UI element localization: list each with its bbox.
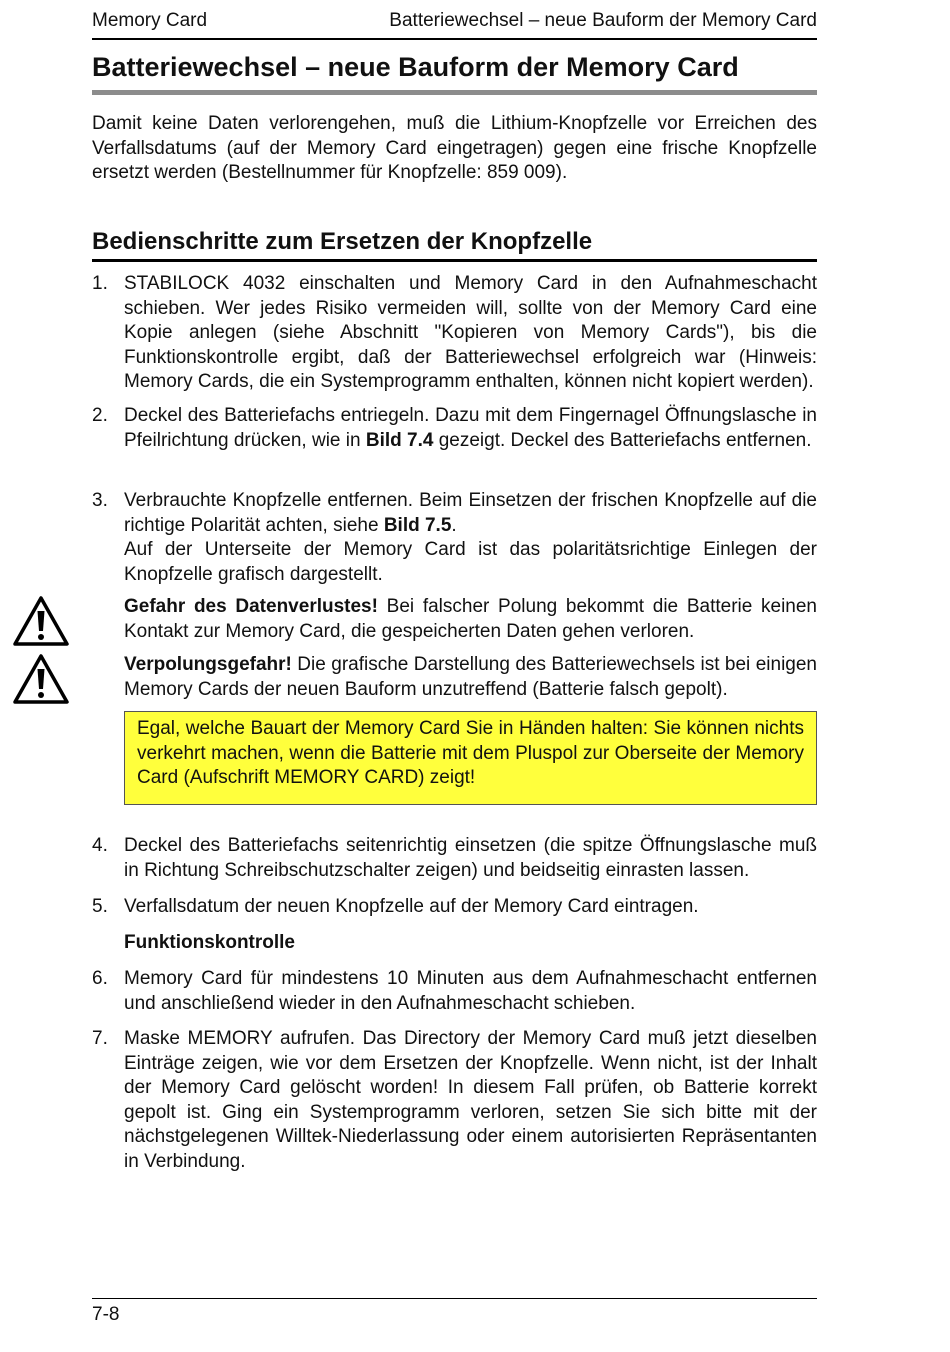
step-note: Auf der Unterseite der Memory Card ist das polaritätsrichtige Einlegen der Knopfzelle grafisch dargestellt. [124, 539, 817, 585]
list-item [92, 272, 817, 395]
subheading: Funktionskontrolle [124, 932, 295, 953]
intro-paragraph: Damit keine Daten verlorengehen, muß die Lithium-Knopfzelle vor Erreichen des Verfallsdatums (auf der Memory Card eingetragen) gegen eine frische Knopfzelle ersetzt werden (Bestellnummer für Knopfzelle: 859 009). [92, 113, 817, 183]
footer-divider [92, 1298, 817, 1299]
step-number: 6. [92, 968, 108, 989]
step-text: STABILOCK 4032 einschalten und Memory Card in den Aufnahmeschacht schieben. Wer jedes Risiko vermeiden will, sollte von der Memory Card eine Kopie anlegen (siehe Abschnitt "Kopieren von Memory Cards"), bis die Funktionskontrolle ergibt, daß der Batteriewechsel erfolgreich war (Hinweis: Memory Cards, die ein Systemprogramm enthalten, können nicht kopiert werden). [124, 273, 817, 392]
header-chapter: Memory Card [92, 10, 208, 31]
page-header [92, 8, 817, 40]
header-section: Batteriewechsel – neue Bauform der Memory Card [389, 10, 817, 31]
list-item [92, 489, 817, 587]
step-text: Memory Card für mindestens 10 Minuten aus dem Aufnahmeschacht entfernen und anschließend wieder in den Aufnahmeschacht schieben. [124, 968, 817, 1014]
page-title: Batteriewechsel – neue Bauform der Memory Card [92, 52, 817, 95]
step-number: 3. [92, 490, 108, 511]
highlight-callout: Egal, welche Bauart der Memory Card Sie in Händen halten: Sie können nichts verkehrt machen, wenn die Batterie mit dem Pluspol zur Oberseite der Memory Card (Aufschrift MEMORY CARD) zeigt! [124, 711, 817, 805]
step-number: 4. [92, 835, 108, 856]
figure-reference: Bild 7.4 [365, 429, 434, 451]
page-number: 7-8 [92, 1304, 120, 1325]
section-title: Bedienschritte zum Ersetzen der Knopfzelle [92, 228, 817, 262]
list-item [92, 967, 817, 1016]
warning-triangle-icon [12, 595, 70, 647]
list-item [92, 895, 817, 920]
warning-title: Gefahr des Datenverlustes! [124, 596, 378, 617]
list-item [92, 834, 817, 883]
warning-polarity [124, 653, 817, 702]
warning-data-loss [124, 595, 817, 644]
step-number: 7. [92, 1028, 108, 1049]
step-text: Deckel des Batteriefachs entriegeln. Dazu mit dem Fingernagel Öffnungslasche in Pfeilrichtung drücken, wie in Bild 7.4 gezeigt. Deckel des Batteriefachs entfernen. [124, 405, 817, 451]
list-item [92, 1027, 817, 1174]
list-item [92, 404, 817, 453]
warning-triangle-icon [12, 653, 70, 705]
step-text: Verbrauchte Knopfzelle entfernen. Beim Einsetzen der frischen Knopfzelle auf die richtige Polarität achten, siehe Bild 7.5. [124, 490, 817, 536]
figure-reference: Bild 7.5 [383, 514, 452, 536]
step-number: 5. [92, 896, 108, 917]
step-text: Deckel des Batteriefachs seitenrichtig einsetzen (die spitze Öffnungslasche muß in Richtung Schreibschutzschalter zeigen) und beidseitig einrasten lassen. [124, 835, 817, 881]
step-text: Verfallsdatum der neuen Knopfzelle auf der Memory Card eintragen. [124, 896, 699, 917]
warning-title: Verpolungsgefahr! [124, 654, 292, 675]
step-number: 1. [92, 273, 108, 294]
warning-text: Die grafische Darstellung des Batteriewechsels ist bei einigen Memory Cards der neuen Bauform unzutreffend (Batterie falsch gepolt). [124, 654, 817, 700]
warning-text: Bei falscher Polung bekommt die Batterie keinen Kontakt zur Memory Card, die gespeicherten Daten gehen verloren. [124, 596, 818, 642]
step-text: Maske MEMORY aufrufen. Das Directory der Memory Card muß jetzt dieselben Einträge zeigen, wie vor dem Ersetzen der Knopfzelle. Wenn nicht, ist der Inhalt der Memory Card gelöscht worden! In diesem Fall prüfen, ob Batterie korrekt gepolt ist. Ging ein Systemprogramm verloren, setzen Sie sich bitte mit der nächstgelegenen Willtek-Niederlassung oder einem autorisierten Repräsentanten in Verbindung. [124, 1028, 817, 1172]
step-number: 2. [92, 405, 108, 426]
